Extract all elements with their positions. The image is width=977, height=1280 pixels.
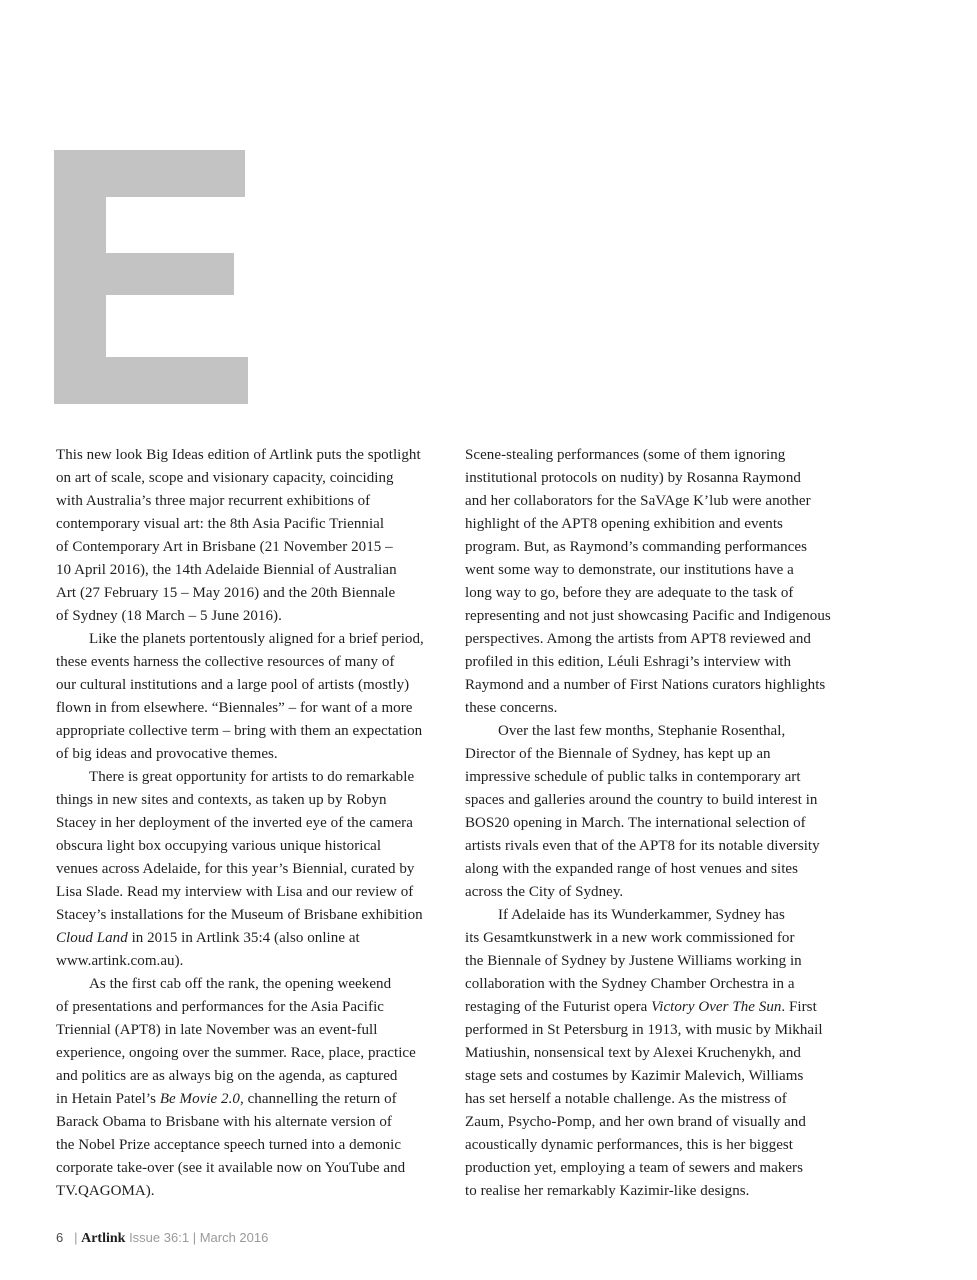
text-line: the Nobel Prize acceptance speech turned into a demonic: [56, 1137, 402, 1153]
text-line: [56, 1088, 454, 1111]
issue-number: Issue 36:1: [129, 1230, 190, 1245]
text-line: these concerns.: [465, 700, 558, 716]
issue-date: March 2016: [199, 1230, 269, 1245]
text-line: collaboration with the Sydney Chamber Orchestra in a: [465, 976, 795, 992]
text-line: experience, ongoing over the summer. Race, place, practice: [56, 1045, 416, 1061]
text-line: If Adelaide has its Wunderkammer, Sydney has: [498, 907, 785, 923]
text-line: There is great opportunity for artists to do remarkable: [89, 769, 415, 785]
artwork-title: Be Movie 2.0: [159, 1091, 240, 1107]
text-line: flown in from elsewhere. “Biennales” – for want of a more: [56, 700, 413, 716]
text-line: acoustically dynamic performances, this is her biggest: [465, 1137, 794, 1153]
text-line: institutional protocols on nudity) by Rosanna Raymond: [465, 470, 801, 486]
page-footer: [56, 1229, 268, 1248]
text-line: our cultural institutions and a large pool of artists (mostly): [56, 677, 410, 693]
text-line: As the first cab off the rank, the opening weekend: [89, 976, 392, 992]
text-line: Stacey in her deployment of the inverted eye of the camera: [56, 815, 413, 831]
text-line: Barack Obama to Brisbane with his alternate version of: [56, 1114, 392, 1130]
text-line: along with the expanded range of host venues and sites: [465, 861, 799, 877]
text-fragment: , channelling the return of: [239, 1091, 397, 1107]
publication-name: Artlink: [81, 1231, 126, 1246]
paragraph-7: [465, 904, 865, 1203]
drop-cap-e: [54, 150, 248, 404]
text-line: [56, 927, 454, 950]
paragraph-5: [465, 444, 865, 720]
page-number: 6: [56, 1230, 64, 1245]
text-line: obscura light box occupying various unique historical: [56, 838, 382, 854]
text-line: long way to go, before they are adequate to the task of: [465, 585, 794, 601]
text-line: Lisa Slade. Read my interview with Lisa and our review of: [56, 884, 414, 900]
text-fragment: restaging of the Futurist opera: [465, 999, 652, 1015]
text-line: corporate take-over (see it available now on YouTube and: [56, 1160, 406, 1176]
text-fragment: . First: [781, 999, 817, 1015]
text-line: appropriate collective term – bring with them an expectation: [56, 723, 423, 739]
text-line: things in new sites and contexts, as taken up by Robyn: [56, 792, 387, 808]
paragraph-4: [56, 973, 454, 1203]
text-line: impressive schedule of public talks in contemporary art: [465, 769, 801, 785]
text-line: program. But, as Raymond’s commanding performances: [465, 539, 808, 555]
text-line: production yet, employing a team of sewers and makers: [465, 1160, 803, 1176]
paragraph-3: [56, 766, 454, 973]
text-line: representing and not just showcasing Pacific and Indigenous: [465, 608, 831, 624]
text-line: Over the last few months, Stephanie Rosenthal,: [498, 723, 786, 739]
text-line: of presentations and performances for the Asia Pacific: [56, 999, 384, 1015]
text-line: Matiushin, nonsensical text by Alexei Kruchenykh, and: [465, 1045, 801, 1061]
text-line: its Gesamtkunstwerk in a new work commissioned for: [465, 930, 795, 946]
text-fragment: in 2015 in Artlink 35:4 (also online at: [127, 930, 360, 946]
text-line: stage sets and costumes by Kazimir Malevich, Williams: [465, 1068, 804, 1084]
text-line: has set herself a notable challenge. As the mistress of: [465, 1091, 787, 1107]
text-line: BOS20 opening in March. The international selection of: [465, 815, 806, 831]
text-line: This new look Big Ideas edition of Artlink puts the spotlight: [56, 447, 421, 463]
text-line: performed in St Petersburg in 1913, with music by Mikhail: [465, 1022, 823, 1038]
footer-separator: |: [74, 1230, 78, 1245]
text-line: across the City of Sydney.: [465, 884, 624, 900]
article-column-left: [56, 444, 454, 1203]
text-line: highlight of the APT8 opening exhibition and events: [465, 516, 783, 532]
text-line: Director of the Biennale of Sydney, has kept up an: [465, 746, 771, 762]
text-line: Scene-stealing performances (some of them ignoring: [465, 447, 786, 463]
text-line: and her collaborators for the SaVAge K’lub were another: [465, 493, 811, 509]
exhibition-title: Cloud Land: [56, 930, 128, 946]
text-line: venues across Adelaide, for this year’s Biennial, curated by: [56, 861, 415, 877]
text-line: spaces and galleries around the country to build interest in: [465, 792, 818, 808]
article-column-right: [465, 444, 865, 1203]
text-line: Like the planets portentously aligned for a brief period,: [89, 631, 424, 647]
text-line: and politics are as always big on the agenda, as captured: [56, 1068, 398, 1084]
text-line: Zaum, Psycho-Pomp, and her own brand of visually and: [465, 1114, 806, 1130]
text-line: Triennial (APT8) in late November was an event-full: [56, 1022, 378, 1038]
text-line: of big ideas and provocative themes.: [56, 746, 278, 762]
paragraph-1: [56, 444, 454, 628]
text-line: went some way to demonstrate, our institutions have a: [465, 562, 794, 578]
text-line: the Biennale of Sydney by Justene Williams working in: [465, 953, 802, 969]
text-line: with Australia’s three major recurrent exhibitions of: [56, 493, 371, 509]
text-line: these events harness the collective resources of many of: [56, 654, 395, 670]
paragraph-2: [56, 628, 454, 766]
text-line: [465, 996, 865, 1019]
text-line: Art (27 February 15 – May 2016) and the 20th Biennale: [56, 585, 396, 601]
text-line: Raymond and a number of First Nations curators highlights: [465, 677, 826, 693]
text-line: perspectives. Among the artists from APT8 reviewed and: [465, 631, 811, 647]
footer-separator: |: [192, 1230, 197, 1245]
text-line: Stacey’s installations for the Museum of Brisbane exhibition: [56, 907, 423, 923]
text-line: of Contemporary Art in Brisbane (21 November 2015 –: [56, 539, 393, 555]
text-line: artists rivals even that of the APT8 for its notable diversity: [465, 838, 820, 854]
text-line: on art of scale, scope and visionary capacity, coinciding: [56, 470, 394, 486]
website-link-text: www.artink.com.au).: [56, 953, 184, 969]
paragraph-6: [465, 720, 865, 904]
text-line: TV.QAGOMA).: [56, 1183, 155, 1199]
text-line: 10 April 2016), the 14th Adelaide Biennial of Australian: [56, 562, 397, 578]
text-line: of Sydney (18 March – 5 June 2016).: [56, 608, 282, 624]
text-line: to realise her remarkably Kazimir-like designs.: [465, 1183, 750, 1199]
text-fragment: in Hetain Patel’s: [56, 1091, 160, 1107]
opera-title: Victory Over The Sun: [651, 999, 782, 1015]
text-line: profiled in this edition, Léuli Eshragi’s interview with: [465, 654, 792, 670]
text-line: contemporary visual art: the 8th Asia Pacific Triennial: [56, 516, 385, 532]
